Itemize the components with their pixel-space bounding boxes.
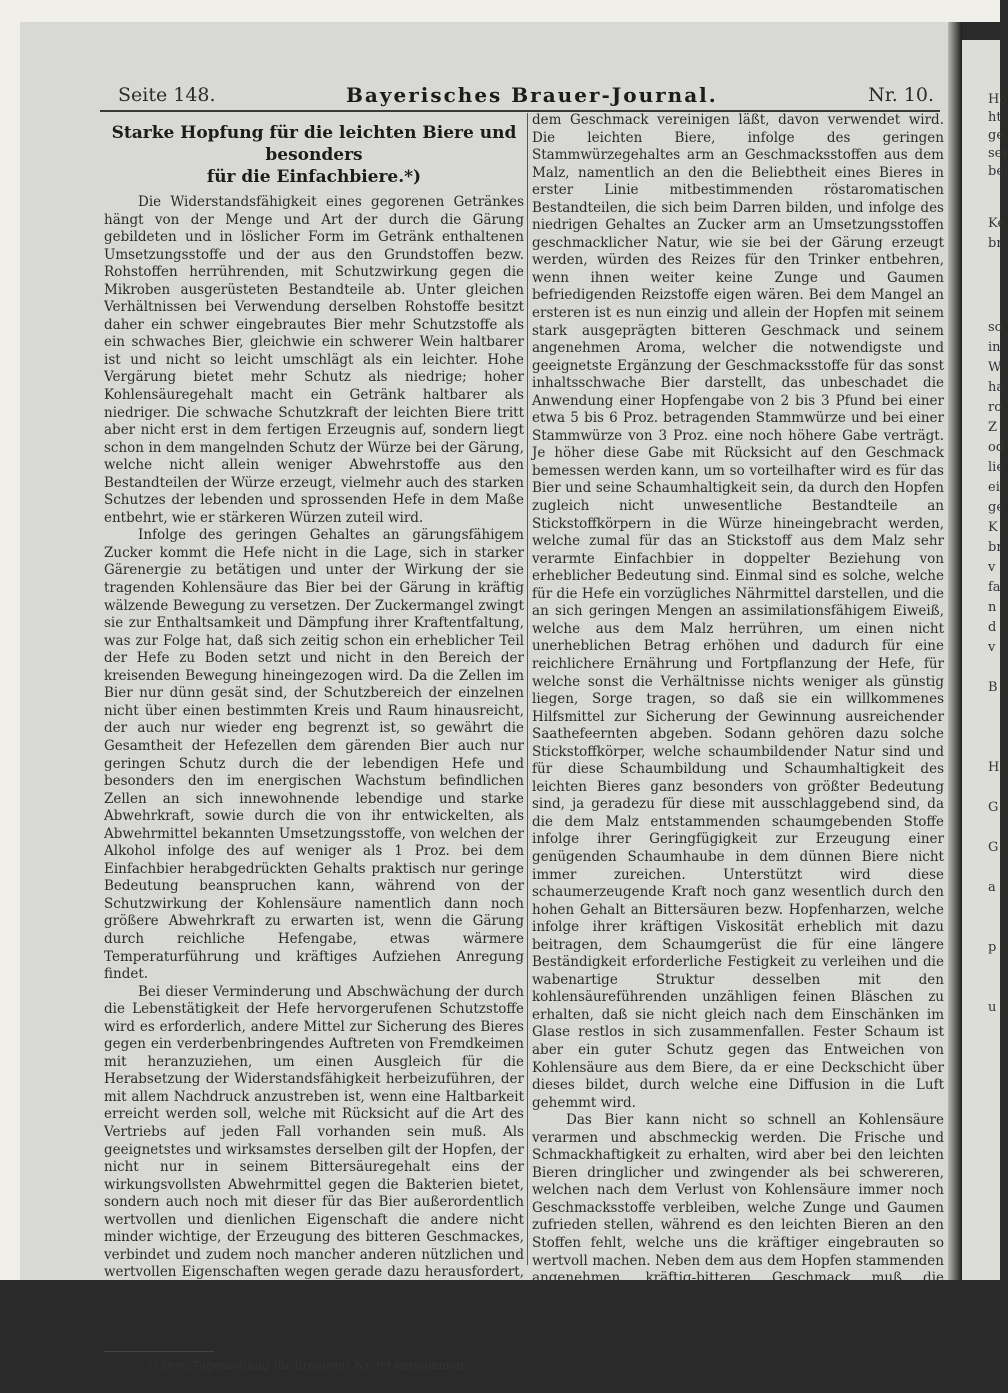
next-page-fragment: br [988,540,1003,555]
paragraph-left-3: Bei dieser Verminderung und Abschwächung der durch die Lebenstätigkeit der Hefe hervorgerufenen Schutzstoffe wird es erforderlich, andere Mittel zur Sicherung des Bieres gegen ein verderbenbringendes Auftreten von Fremdkeimen mit heranzuziehen, um einen Ausgleich für die Herabsetzung der Widerstandsfähigkeit herbeizuführen, der mit allem Nachdruck anzustreben ist, wenn eine Haltbarkeit erreicht werden soll, welche mit Rücksicht auf die Art des Vertriebs auf jeden Fall vorhanden sein muß. Als geeignetstes und wirksamstes derselben gilt der Hopfen, der nicht nur in seinem Bittersäuregehalt eins der wirkungsvollsten Abwehrmittel gegen die Bakterien bietet, sondern auch noch mit dieser für das Bier außerordentlich wertvollen und dienlichen Eigenschaft die andere nicht minder wichtige, der Erzeugung des bitteren Geschmackes, verbindet und zudem noch mancher anderen nützlichen und wertvollen Eigenschaften wegen gerade dazu herausfordert, daß für die Herstellung von leichten Bieren, und vor allem von Einfachbieren, so viel als irgendwie angängig ist und sich mit [104,983,524,1333]
footnote-rule [104,1351,214,1352]
next-page-fragment: in [988,340,1001,355]
column-separator [527,113,528,1265]
article-title-line1: Starke Hopfung für die leichten Biere und besonders [111,123,517,165]
page-header [118,84,934,112]
paragraph-right-2: Das Bier kann nicht so schnell an Kohlensäure verarmen und abschmeckig werden. Die Frische und Schmackhaftigkeit zu erhalten, wird aber bei den leichten Bieren dringlicher und zwingender als bei schwereren, welchen nach dem Verlust von Kohlensäure immer noch Geschmacksstoffe verbleiben, welche Zunge und Gaumen zufrieden stellen, während es den leichten Bieren an den Stoffen fehlt, welche uns die kräftiger eingebrauten so wertvoll machen. Neben dem aus dem Hopfen stammenden angenehmen, kräftig-bitteren Geschmack muß die Kohlensäure vor allem ein Gegengewicht gegen diesen Mangel bilden, und darum wird es erforderlich, mit größtem Nachdruck dahin zu arbeiten, nicht nur dem leichten Bier einen möglichst hohen Kohlensäuregehalt zu geben, sondern ihn auch möglichst lange im Biere festzuhalten. In dem [532,1112,944,1392]
next-page-fragment: ht [988,110,1002,125]
next-page-fragment: ro [988,400,1003,415]
next-page-fragment: fa [988,580,1001,595]
next-page-fragment: v [988,560,996,575]
next-page-fragment: a [988,880,996,895]
page-number-label: Seite 148. [118,84,216,106]
next-page-fragment: n [988,600,997,615]
next-page-fragment: H [988,760,1000,775]
next-page-fragment: G [988,800,999,815]
next-page-fragment: B [988,680,998,695]
next-page-fragment: ge [988,500,1005,515]
next-page-fragment: d [988,620,997,635]
scan-border-left [0,0,20,1280]
next-page-fragment: K [988,520,998,535]
paragraph-left-2: Infolge des geringen Gehaltes an gärungsfähigem Zucker kommt die Hefe nicht in die Lage, sich in starker Gärenergie zu betätigen und unter der Wirkung der sie tragenden Kohlensäure das Bier bei der Gärung in kräftig wälzende Bewegung zu versetzen. Der Zuckermangel zwingt sie zur Enthaltsamkeit und Dämpfung ihrer Kraftentfaltung, was zur Folge hat, daß sich zeitig schon ein erheblicher Teil der Hefe zu Boden setzt und nicht in den Bereich der kreisenden Bewegung hineingezogen wird. Da die Zellen im Bier nur dünn gesät sind, der Schutzbereich der einzelnen nicht über einen bestimmten Kreis und Raum hinausreicht, der auch nur wieder eng begrenzt ist, so gewährt die Gesamtheit der Hefezellen dem gärenden Bier auch nur geringen Schutz durch die der lebendigen Hefe und besonders den im energischen Wachstum befindlichen Zellen an sich innewohnende lebendige und starke Abwehrkraft, sowie durch die von ihr entwickelten, als Abwehrmittel bekannten Umsetzungsstoffe, von welchen der Alkohol infolge des auf weniger als 1 Proz. bei dem Einfachbier herabgedrückten Gehalts praktisch nur geringe Bedeutung beanspruchen kann, während von der Schutzwirkung der Kohlensäure namentlich dann noch größere Abwehrkraft zu erwarten ist, wenn die Gärung durch reichliche Hefengabe, etwas wärmere Temperaturführung und kräftiges Aufziehen Anregung findet. [104,527,524,983]
next-page-fragment: bei [988,164,1008,179]
next-page-fragment: v [988,640,996,655]
next-page-fragment: so [988,320,1003,335]
scan-border-top [0,0,1000,22]
next-page-fragment: od [988,440,1005,455]
left-column [104,122,524,1373]
next-page-fragment: ge [988,128,1005,143]
next-page-edge [962,40,1008,1280]
paragraph-left-1: Die Widerstandsfähigkeit eines gegorenen Getränkes hängt von der Menge und Art der durch die Gärung gebildeten und in löslicher Form im Getränk enthaltenen Umsetzungsstoffe und der aus den Grundstoffen bezw. Rohstoffen herrührenden, mit Schutzwirkung gegen die Mikroben ausgerüsteten Bestandteile ab. Unter gleichen Verhältnissen bei Verwendung derselben Rohstoffe besitzt daher ein schwer eingebrautes Bier mehr Schutzstoffe als ein schwaches Bier, gleichwie ein schwerer Wein haltbarer ist und nicht so leicht umschlägt als ein leichter. Hohe Vergärung bietet mehr Schutz als niedrige; hoher Kohlensäuregehalt macht ein Getränk haltbarer als niedriger. Die schwache Schutzkraft der leichten Biere tritt aber nicht erst in dem fertigen Erzeugnis auf, sondern liegt schon in dem mangelnden Schutz der Würze bei der Gärung, welche nicht allein weniger Abwehrstoffe aus den Bestandteilen der Würze erzeugt, vielmehr auch des starken Schutzes der lebenden und sprossenden Hefe in dem Maße entbehrt, wie er stärkeren Würzen zuteil wird. [104,194,524,526]
book-binding-shadow [948,22,962,1280]
next-page-fragment: Ho [988,92,1008,107]
article-title-line2: für die Einfachbiere.*) [206,167,422,187]
issue-number: Nr. 10. [868,84,934,106]
next-page-fragment: Z [988,420,998,435]
next-page-fragment: lie [988,460,1005,475]
next-page-fragment: Ke [988,216,1006,231]
footnote: *) Der „Tageszeitung für Brauerei“ Nr. 99 entnommen. [148,1357,468,1372]
next-page-fragment: p [988,940,997,955]
next-page-fragment: br [988,236,1003,251]
paragraph-right-1: dem Geschmack vereinigen läßt, davon verwendet wird. Die leichten Biere, infolge des geringen Stammwürzegehaltes arm an Geschmacksstoffen aus dem Malz, namentlich an den die Beliebtheit eines Bieres in erster Linie mitbestimmenden röstaromatischen Bestandteilen, die sich beim Darren bilden, und infolge des niedrigen Gehaltes an Zucker arm an Umsetzungsstoffen geschmacklicher Natur, wie sie bei der Gärung erzeugt werden, würden des Reizes für den Trinker entbehren, wenn ihnen weiter keine Zunge und Gaumen befriedigenden Reizstoffe eigen wären. Bei dem Mangel an ersteren ist es nun einzig und allein der Hopfen mit seinem stark ausgeprägten bitteren Geschmack und seinem angenehmen Aroma, welcher die notwendigste und geeignetste Ergänzung der Geschmacksstoffe für das sonst inhaltsschwache Bier darstellt, das unbeschadet die Anwendung einer Hopfengabe von 2 bis 3 Pfund bei einer etwa 5 bis 6 Proz. betragenden Stammwürze und bei einer Stammwürze von 3 Proz. eine noch höhere Gabe verträgt. Je höher diese Gabe mit Rücksicht auf den Geschmack bemessen werden kann, um so vorteilhafter wird es für das Bier und seine Schaumhaltigkeit sein, da durch den Hopfen zugleich nicht unwesentliche Bestandteile an Stickstoffkörpern in die Würze hineingebracht werden, welche zumal für das an Stickstoff aus dem Malz sehr verarmte Einfachbier in doppelter Beziehung von erheblicher Bedeutung sind. Einmal sind es solche, welche für die Hefe ein vorzügliches Nährmittel darstellen, und die an sich geringen Mengen an assimilationsfähigem Eiweiß, welche aus dem Malz herrühren, um einen nicht unerheblichen Betrag erhöhen und dadurch für eine reichlichere Ernährung und Fortpflanzung der Hefe, für welche sonst die Verhältnisse nichts weniger als günstig liegen, Sorge tragen, so daß sie ein willkommenes Hilfsmittel zur Sicherung der Gewinnung ausreichender Saathefeernten abgeben. Sodann gehören dazu solche Stickstoffkörper, welche schaumbildender Natur sind und für diese Schaumbildung und Schaumhaltigkeit des leichten Bieres ganz besonders von größter Bedeutung sind, ja geradezu für diese mit ausschlaggebend sind, da die dem Malz entstammenden schaumgebenden Stoffe infolge ihrer Geringfügigkeit zur Erzeugung einer genügenden Schaumhaube in dem dünnen Biere nicht immer zureichen. Unterstützt wird diese schaumerzeugende Kraft noch ganz wesentlich durch den hohen Gehalt an Bittersäuren bezw. Hopfenharzen, welche infolge ihrer kräftigen Viskosität erheblich mit dazu beitragen, dem Schaumgerüst die für eine längere Beständigkeit erforderliche Festigkeit zu verleihen und die wabenartige Struktur desselben mit den kohlensäureführenden unzähligen feinen Bläschen zu erhalten, daß sie nicht gleich nach dem Einschänken im Glase restlos in sich zusammenfallen. Fester Schaum ist aber ein guter Schutz gegen das Entweichen von Kohlensäure aus dem Biere, da er eine Deckschicht über dieses bildet, durch welche eine Diffusion in die Luft gehemmt wird. [532,112,944,1111]
next-page-fragment: ei [988,480,1000,495]
right-column [532,112,944,1393]
next-page-fragment: u [988,1000,997,1015]
journal-title: Bayerisches Brauer-Journal. [346,83,718,107]
next-page-fragment: ha [988,380,1005,395]
article-title [104,122,524,188]
next-page-fragment: G [988,840,999,855]
next-page-fragment: W [988,360,1002,375]
next-page-fragment: sei [988,146,1007,161]
